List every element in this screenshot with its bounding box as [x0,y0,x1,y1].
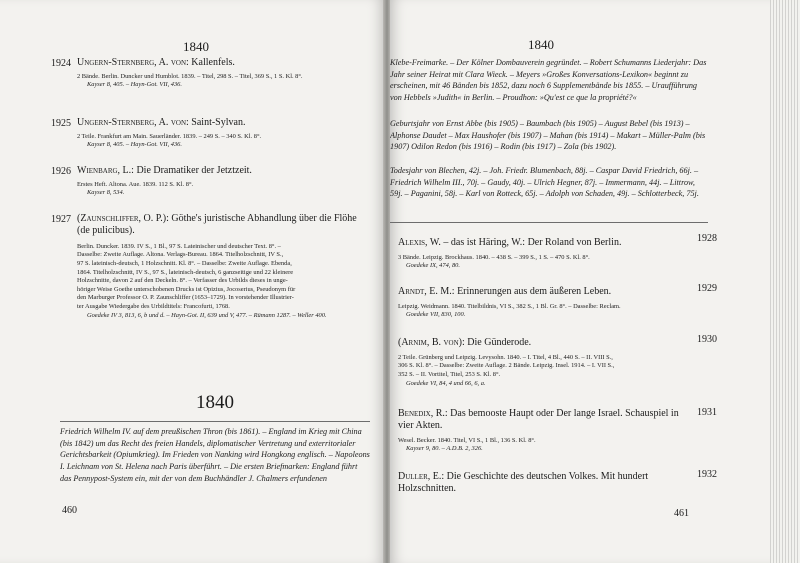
entry-details: Erstes Heft. Altona. Aue. 1839. 112 S. Kl. 8°. [77,180,194,188]
entry-1926 [77,165,367,198]
entry-number: 1927 [51,214,71,225]
entry-title: Göthe's juristische Abhandlung über die Flöhe (de pulicibus). [77,213,357,236]
entry-author: Ungern-Sternberg, A. von: [77,57,189,68]
deaths-text: Todesjahr von Blechen, 42j. – Joh. Friedr. Blumenbach, 88j. – Caspar David Friedrich, 66j. – Friedrich Wilhelm III., 70j. – Gaudy, 40j. – Ulrich Hegner, 87j. – Immermann, 44j. – Littrow, 59j. – Paganini, 58j. – Karl von Rotteck, 65j. – Adolph von Schaden, 49j. – Schlotterbeck, 75j. [390,166,699,199]
entry-title: – das ist Häring, W.: Der Roland von Berlin. [440,237,622,248]
entry-author: (Arnim, B. von): [398,337,465,348]
entry-number: 1924 [51,58,71,69]
entry-details-line: höriger Weise Goethe unterschobenen Drucks ist Opizius, Jocoserius, Pseudonym für [77,285,296,293]
entry-refs: Goedeke IX, 474, 80. [406,262,460,270]
entry-details-line: Dasselbe: Zweite Auflage. Altona. Verlags-Bureau. 1864. Titelholzschnitt, IV S., [77,251,284,259]
entry-author: Benedix, R.: [398,408,448,419]
entry-author: Duller, E.: [398,471,445,482]
entry-details-line: Berlin. Duncker. 1839. IV S., 1 Bl., 97 S. Lateinischer und deutscher Text. 8°. – [77,242,281,250]
entry-details-line: 352 S. – II. Vortitel, Titel, 253 S. Kl. 8°. [398,371,501,379]
entry-details: 2 Teile. Frankfurt am Main. Sauerländer. 1839. – 249 S. – 340 S. Kl. 8°. [77,132,262,140]
entry-details-line: 306 S. Kl. 8°. – Dasselbe: Zweite Auflage. 2 Bände. Leipzig. Insel. 1914. – I. VII S., [398,362,615,370]
entry-details-line: ter Ausgabe Wiedergabe des Urbildtitels: Francofurti, 1768. [77,303,230,311]
entry-title: Das bemooste Haupt oder Der lange Israel. Schauspiel in vier Akten. [398,408,679,431]
entry-author: Wienbarg, L.: [77,165,134,176]
entry-refs: Goedeke VI, 84, 4 und 66, 6, a. [406,379,486,387]
entry-1931 [398,408,683,454]
entry-details-line: 2 Teile. Grünberg und Leipzig. Levysohn. 1840. – I. Titel, 4 Bl., 440 S. – II. VIII S., [398,353,613,361]
entry-title: Erinnerungen aus dem äußeren Leben. [454,286,612,297]
entry-details: Wesel. Becker. 1840. Titel, VI S., 1 Bl., 136 S. Kl. 8°. [398,436,536,444]
entry-details: 2 Bände. Berlin. Duncker und Humblot. 1839. – Titel, 298 S. – Titel, 369 S., 1 S. Kl. 8°. [77,72,303,80]
entry-title: Die Günderode. [464,337,532,348]
births-text: Geburtsjahr von Ernst Abbe (bis 1905) – Baumbach (bis 1905) – August Bebel (bis 1913) – Alphonse Daudet – Max Haushofer (bis 1907) – Mahan (bis 1914) – Makart – Müller-Palm (bis 1907) Odilon Redon (bis 1916) – Rodin (bis 1917) – Zola (bis 1902). [390,119,706,152]
chronicle-text: Klebe-Freimarke. – Der Kölner Dombauverein gegründet. – Robert Schumanns Liederjahr: Das Jahr seiner Heirat mit Clara Wieck. – Meyers »Großes Konversations-Lexikon« beginnt zu erscheinen, mit 46 Bänden bis 1852, dazu noch 6 Supplementbände bis 1855. – Uraufführung von Hebbels »Judith« in Berlin. – Proudhon: »Qu'est ce que la propriété?« [390,58,707,102]
entry-details-line: 1864. Titelholzschnitt, IV S., 97 S., lateinisch-deutsch, 6 ganzseitige und 22 kleinere [77,268,294,276]
entry-number: 1925 [51,118,71,129]
entry-number: 1929 [697,283,717,294]
entry-refs: Goedeke VII, 830, 100. [406,311,466,319]
left-page-year-heading: 1840 [183,39,209,54]
entry-title: Die Geschichte des deutschen Volkes. Mit hundert Holzschnitten. [398,471,649,494]
entry-1928 [398,237,683,271]
section-year: 1840 [196,392,234,413]
right-page [390,0,800,563]
entry-1930 [398,337,683,388]
entry-number: 1930 [697,334,717,345]
entry-refs: Goedeke IV 3, 813, 6, b und d. – Hayn-Got. II, 639 und V, 477. – Rümann 1287. – Weller 400. [87,311,327,319]
left-page [0,0,384,563]
entry-details-line: 97 S. lateinisch-deutsch, 1 Holzschnitt. Kl. 8°. – Dasselbe: Zweite Auflage. Ebenda, [77,259,292,267]
entry-title: Die Dramatiker der Jetztzeit. [133,165,252,176]
entry-1925 [77,117,367,150]
right-page-year-heading: 1840 [528,37,554,52]
entry-title: Kallenfels. [188,57,235,68]
entry-author: Arndt, E. M.: [398,286,455,297]
entry-author: Ungern-Sternberg, A. von: [77,117,189,128]
entry-refs: Kayser 8, 405. – Hayn-Got. VII, 436. [87,141,182,149]
entry-title: Saint-Sylvan. [188,117,246,128]
entry-refs: Kayser 8, 534. [87,189,125,197]
entry-1929 [398,286,683,320]
entry-number: 1926 [51,166,71,177]
chronicle-text: Friedrich Wilhelm IV. auf dem preußischen Thron (bis 1861). – England im Krieg mit China (bis 1842) um das Recht des freien Handels, diplomatischer Vertretung und exterritorialer Gerichtsbarkeit (Opiumkrieg). Im Frieden von Nanking wird Hongkong englisch. – Napoleons I. Leichnam von St. Helena nach Paris überführt. – Die ersten Briefmarken: England führt das Pennypost-System ein, mit der von dem Buchhändler J. Chalmers erfundenen [60,427,370,483]
divider [390,222,708,223]
entry-author: Alexis, W. [398,237,441,248]
entry-1932 [398,471,683,495]
entry-number: 1931 [697,407,717,418]
entry-details-line: Holzschnitte, davon 2 auf den Deckeln. 8°. – Verfasser des Urbilds dieses in unge- [77,277,288,285]
entry-1927 [77,213,369,320]
entry-details-line: den Marburger Professor O. P. Zaunschliffer (1653–1729). In vorstehender Illustrier- [77,294,294,302]
page-number: 460 [62,505,77,516]
divider [60,421,370,422]
entry-details: 3 Bände. Leipzig. Brockhaus. 1840. – 438 S. – 399 S., 1 S. – 470 S. Kl. 8°. [398,253,590,261]
entry-1924 [77,57,367,90]
page-edge [770,0,800,563]
entry-refs: Kayser 9, 80. – A.D.B. 2, 326. [406,445,483,453]
entry-number: 1932 [697,469,717,480]
entry-refs: Kayser 8, 405. – Hayn-Got. VII, 436. [87,81,182,89]
entry-author: (Zaunschliffer, O. P.): [77,213,169,224]
entry-number: 1928 [697,233,717,244]
page-number: 461 [674,508,689,519]
entry-details: Leipzig. Weidmann. 1840. Titelbildnis, VI S., 382 S., 1 Bl. Gr. 8°. – Dasselbe: Reclam. [398,302,621,310]
